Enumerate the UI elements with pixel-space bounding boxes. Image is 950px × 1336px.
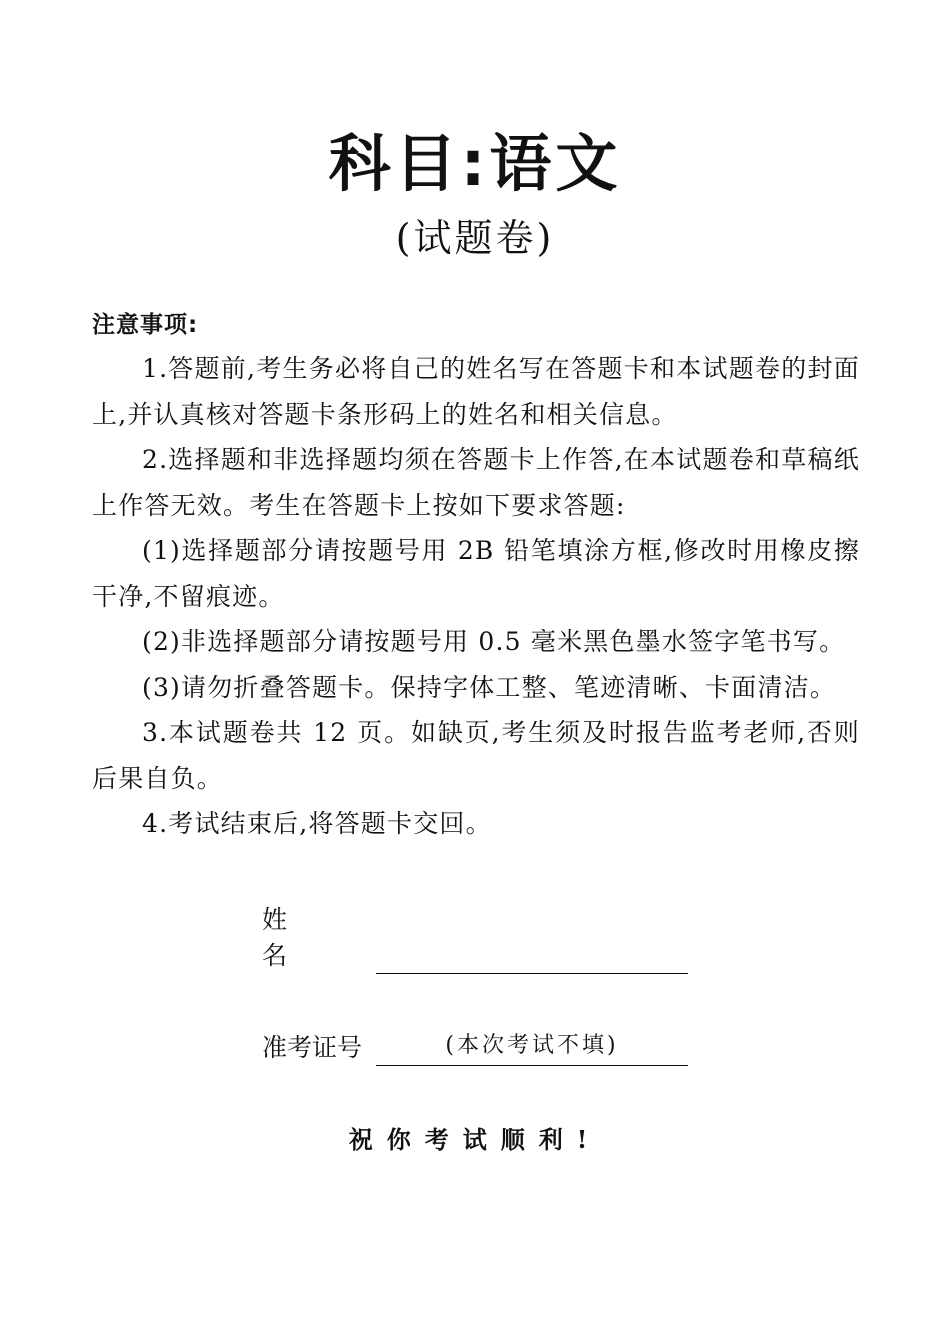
closing-message: 祝你考试顺利! [348,1125,602,1154]
page-title: 科目:语文 [328,127,622,200]
notice-item-2-1: (1)选择题部分请按题号用 2B 铅笔填涂方框,修改时用橡皮擦干净,不留痕迹。 [92,536,860,611]
notice-item-1: 1.答题前,考生务必将自己的姓名写在答题卡和本试题卷的封面上,并认真核对答题卡条形码上的姓名和相关信息。 [92,354,860,429]
notice-item-4: 4.考试结束后,将答题卡交回。 [142,809,492,838]
notice-item-2-2: (2)非选择题部分请按题号用 0.5 毫米黑色墨水签字笔书写。 [142,627,846,656]
exam-id-label: 准考证号 [262,1033,363,1062]
notice-list [92,346,860,847]
name-field[interactable] [376,939,688,974]
notice-heading: 注意事项: [92,312,199,338]
page-subtitle: (试题卷) [395,216,555,260]
exam-id-field-row [262,1022,688,1066]
notice-item-2-3: (3)请勿折叠答题卡。保持字体工整、笔迹清晰、卡面清洁。 [142,672,837,702]
notice-item-3: 3.本试题卷共 12 页。如缺页,考生须及时报告监考老师,否则后果自负。 [92,718,860,793]
notice-item-2: 2.选择题和非选择题均须在答题卡上作答,在本试题卷和草稿纸上作答无效。考生在答题卡上按如下要求答题: [92,445,860,520]
name-field-row [262,905,688,974]
exam-id-field[interactable]: (本次考试不填) [376,1031,688,1066]
name-label: 姓名 [262,905,332,970]
